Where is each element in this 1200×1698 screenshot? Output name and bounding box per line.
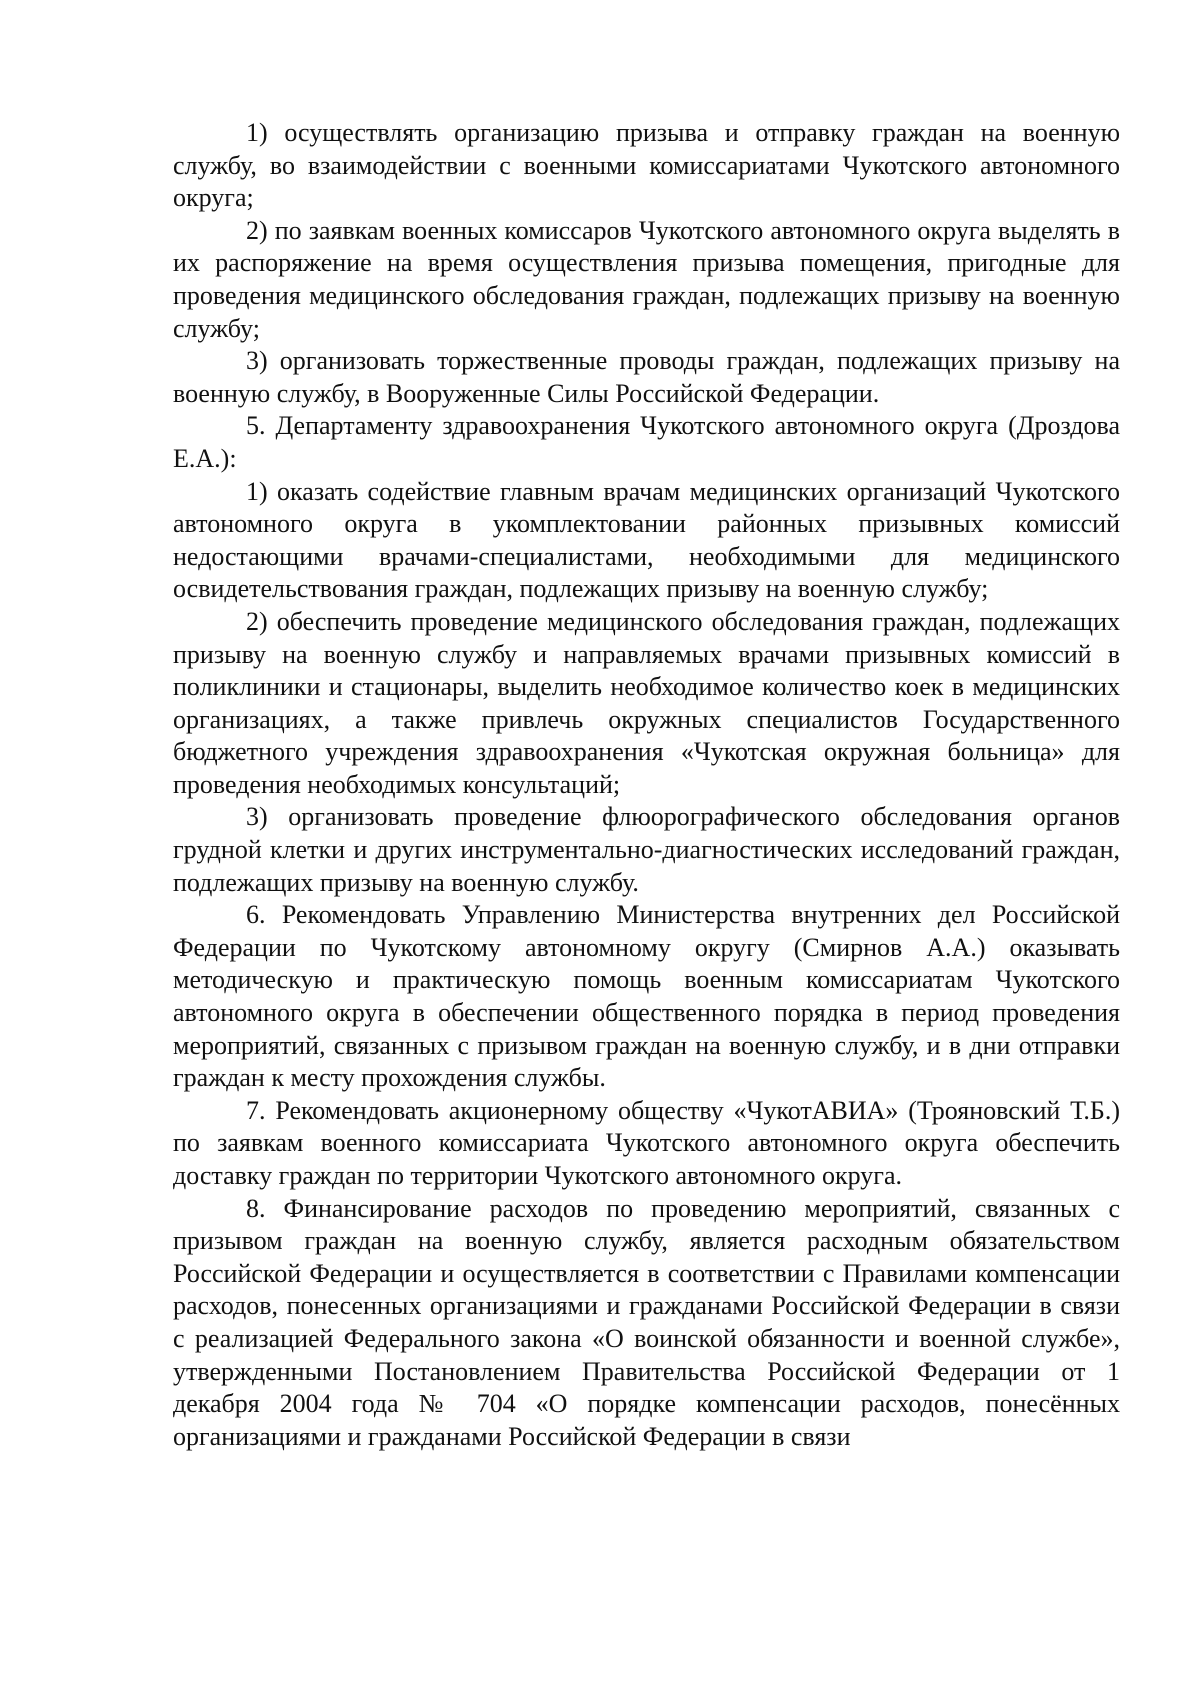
paragraph-item-2-premises: 2) по заявкам военных комиссаров Чукотского автономного округа выделять в их распоряжение на время осуществления призыва помещения, пригодные для проведения медицинского обследования граждан, подлежащих призыву на военную службу;	[173, 215, 1120, 343]
paragraph-section-7: 7. Рекомендовать акционерному обществу «ЧукотАВИА» (Трояновский Т.Б.) по заявкам военного комиссариата Чукотского автономного округа обеспечить доставку граждан по территории Чукотского автономного округа.	[173, 1095, 1120, 1190]
paragraph-item-1-conscription: 1) осуществлять организацию призыва и отправку граждан на военную службу, во взаимодействии с военными комиссариатами Чукотского автономного округа;	[173, 118, 1120, 213]
paragraph-item-5-2: 2) обеспечить проведение медицинского обследования граждан, подлежащих призыву на военную службу и направляемых врачами призывных комиссий в поликлиники и стационары, выделить необходимое количество коек в медицинских организациях, а также привлечь окружных специалистов Государственного бюджетного учреждения здравоохранения «Чукотская окружная больница» для проведения необходимых консультаций;	[173, 606, 1120, 799]
paragraph-item-5-1: 1) оказать содействие главным врачам медицинских организаций Чукотского автономного округа в укомплектовании районных призывных комиссий недостающими врачами-специалистами, необходимыми для медицинского освидетельствования граждан, подлежащих призыву на военную службу;	[173, 476, 1120, 604]
paragraph-section-5: 5. Департаменту здравоохранения Чукотского автономного округа (Дроздова Е.А.):	[173, 411, 1120, 473]
document-body	[173, 117, 1120, 1453]
paragraph-section-8: 8. Финансирование расходов по проведению мероприятий, связанных с призывом граждан на военную службу, является расходным обязательством Российской Федерации и осуществляется в соответствии с Правилами компенсации расходов, понесенных организациями и гражданами Российской Федерации в связи с реализацией Федерального закона «О воинской обязанности и военной службе», утвержденными Постановлением Правительства Российской Федерации от 1 декабря 2004 года № 704 «О порядке компенсации расходов, понесённых организациями и гражданами Российской Федерации в связи	[173, 1193, 1120, 1451]
paragraph-item-5-3: 3) организовать проведение флюорографического обследования органов грудной клетки и других инструментально-диагностических исследований граждан, подлежащих призыву на военную службу.	[173, 802, 1120, 897]
paragraph-item-3-ceremony: 3) организовать торжественные проводы граждан, подлежащих призыву на военную службу, в Вооруженные Силы Российской Федерации.	[173, 346, 1120, 408]
paragraph-section-6: 6. Рекомендовать Управлению Министерства внутренних дел Российской Федерации по Чукотскому автономному округу (Смирнов А.А.) оказывать методическую и практическую помощь военным комиссариатам Чукотского автономного округа в обеспечении общественного порядка в период проведения мероприятий, связанных с призывом граждан на военную службу, и в дни отправки граждан к месту прохождения службы.	[173, 900, 1120, 1093]
